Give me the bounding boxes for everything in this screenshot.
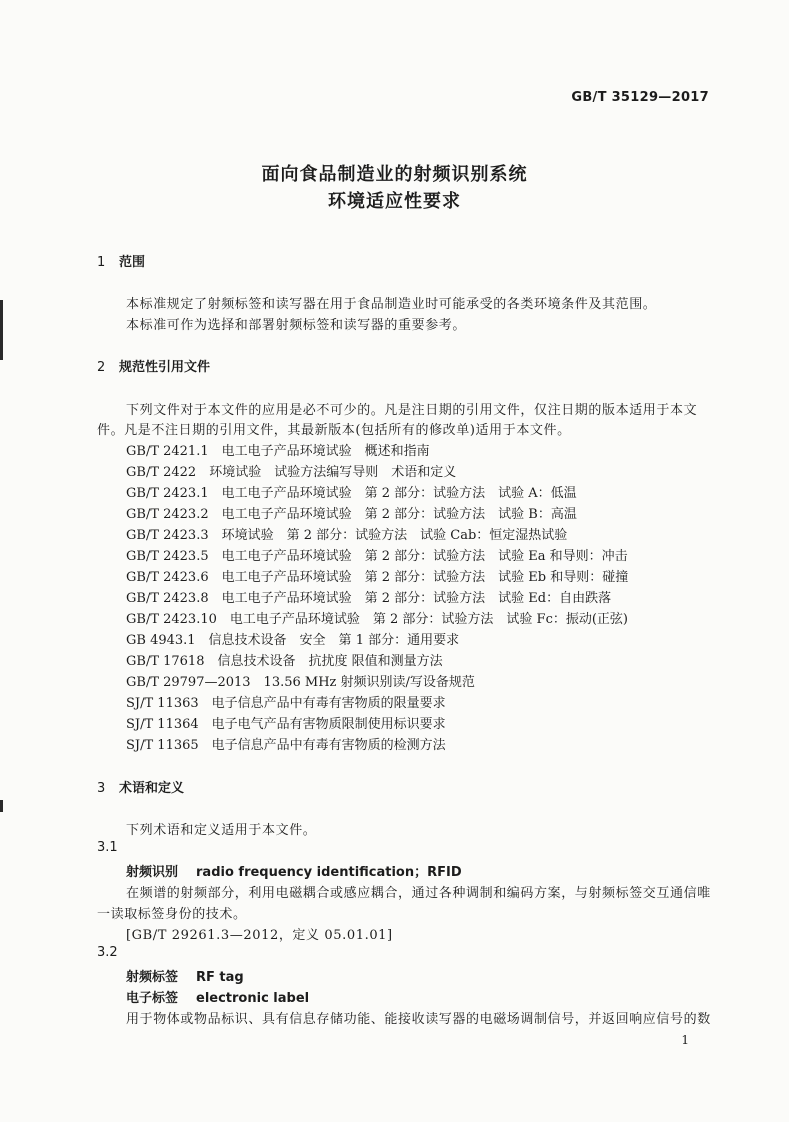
term-chinese: 射频标签	[126, 970, 179, 985]
section-title: 范围	[119, 255, 146, 270]
document-title-line2: 环境适应性要求	[328, 191, 461, 212]
reference-item: SJ/T 11363 电子信息产品中有毒有害物质的限量要求	[126, 696, 446, 711]
reference-item: GB/T 2423.8 电工电子产品环境试验 第 2 部分：试验方法 试验 Ed：自由跌落	[126, 591, 612, 606]
section-heading-scope	[97, 251, 145, 270]
reference-item: GB/T 17618 信息技术设备 抗扰度 限值和测量方法	[126, 654, 443, 669]
term-chinese: 射频识别	[126, 865, 179, 880]
paragraph: 件。凡是不注日期的引用文件，其最新版本(包括所有的修改单)适用于本文件。	[97, 423, 571, 438]
reference-item: GB 4943.1 信息技术设备 安全 第 1 部分：通用要求	[126, 633, 460, 648]
paragraph: 下列术语和定义适用于本文件。	[126, 823, 317, 838]
section-number: 3	[97, 781, 106, 796]
term-definition: 用于物体或物品标识、具有信息存储功能、能接收读写器的电磁场调制信号，并返回响应信号的数	[126, 1012, 711, 1027]
reference-item: GB/T 2422 环境试验 试验方法编写导则 术语和定义	[126, 465, 457, 480]
reference-item: GB/T 2423.10 电工电子产品环境试验 第 2 部分：试验方法 试验 Fc：振动(正弦)	[126, 612, 628, 627]
term-english: RF tag	[196, 970, 244, 985]
term-source: [GB/T 29261.3—2012，定义 05.01.01]	[126, 928, 393, 943]
document-code: GB/T 35129—2017	[571, 90, 709, 105]
term-entry	[126, 861, 462, 880]
paragraph: 本标准可作为选择和部署射频标签和读写器的重要参考。	[126, 318, 467, 333]
reference-item: GB/T 29797—2013 13.56 MHz 射频识别读/写设备规范	[126, 675, 475, 690]
page-number: 1	[681, 1033, 689, 1047]
section-number: 1	[97, 255, 106, 270]
section-heading-normative-references	[97, 356, 210, 375]
paragraph: 本标准规定了射频标签和读写器在用于食品制造业时可能承受的各类环境条件及其范围。	[126, 297, 657, 312]
document-title-line1: 面向食品制造业的射频识别系统	[261, 164, 528, 185]
term-chinese: 电子标签	[126, 991, 179, 1006]
term-english: electronic label	[196, 991, 310, 1006]
paragraph: 下列文件对于本文件的应用是必不可少的。凡是注日期的引用文件，仅注日期的版本适用于本文	[126, 403, 698, 418]
term-entry	[126, 987, 309, 1006]
term-english: radio frequency identification；RFID	[196, 865, 462, 880]
term-number: 3.1	[97, 840, 118, 855]
reference-item: GB/T 2423.1 电工电子产品环境试验 第 2 部分：试验方法 试验 A：低温	[126, 486, 577, 501]
reference-item: GB/T 2423.6 电工电子产品环境试验 第 2 部分：试验方法 试验 Eb 和导则：碰撞	[126, 570, 629, 585]
term-definition: 在频谱的射频部分，利用电磁耦合或感应耦合，通过各种调制和编码方案，与射频标签交互通信唯	[126, 886, 711, 901]
term-entry	[126, 966, 244, 985]
section-title: 术语和定义	[119, 781, 185, 796]
reference-item: GB/T 2423.2 电工电子产品环境试验 第 2 部分：试验方法 试验 B：高温	[126, 507, 577, 522]
reference-item: GB/T 2421.1 电工电子产品环境试验 概述和指南	[126, 444, 430, 459]
reference-item: GB/T 2423.3 环境试验 第 2 部分：试验方法 试验 Cab：恒定湿热试验	[126, 528, 568, 543]
reference-item: SJ/T 11364 电子电气产品有害物质限制使用标识要求	[126, 717, 446, 732]
term-number: 3.2	[97, 945, 118, 960]
scan-edge-mark	[0, 800, 3, 812]
reference-item: GB/T 2423.5 电工电子产品环境试验 第 2 部分：试验方法 试验 Ea 和导则：冲击	[126, 549, 628, 564]
term-definition: 一读取标签身份的技术。	[97, 907, 247, 922]
section-title: 规范性引用文件	[119, 360, 211, 375]
section-number: 2	[97, 360, 106, 375]
scan-edge-mark	[0, 300, 3, 360]
reference-item: SJ/T 11365 电子信息产品中有毒有害物质的检测方法	[126, 738, 446, 753]
section-heading-terms-and-definitions	[97, 777, 184, 796]
